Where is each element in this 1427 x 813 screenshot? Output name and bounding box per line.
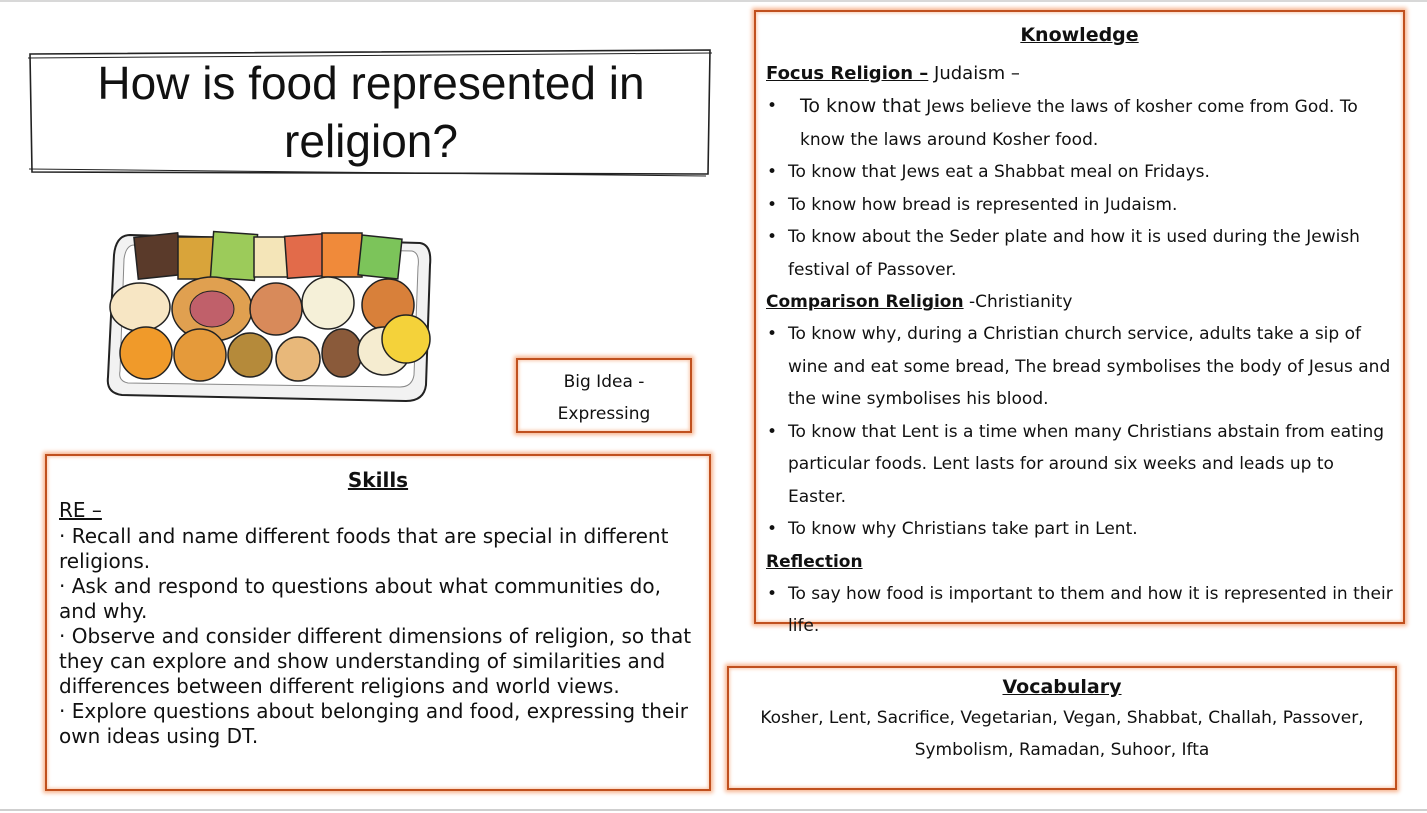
skills-subheading: RE – <box>59 498 102 522</box>
list-item-text: To know that Lent is a time when many Christians abstain from eating particular foods. Lent lasts for around six weeks and leads up to Easter. <box>788 421 1385 507</box>
reflection-list <box>766 578 1393 643</box>
list-item <box>766 318 1393 416</box>
list-item-text: Jews believe the laws of kosher come from God. To know the laws around Kosher food. <box>800 97 1358 150</box>
focus-religion-label: Focus Religion – <box>766 63 929 84</box>
vocabulary-text: Kosher, Lent, Sacrifice, Vegetarian, Vegan, Shabbat, Challah, Passover, Symbolism, Ramadan, Suhoor, Ifta <box>760 708 1364 760</box>
reflection-label: Reflection <box>766 551 863 572</box>
plate-of-sweets-icon <box>100 225 434 405</box>
bullet: • <box>767 96 778 116</box>
list-item-text: To know about the Seder plate and how it is used during the Jewish festival of Passover. <box>788 227 1360 280</box>
page-title: How is food represented in religion? <box>97 57 645 167</box>
skills-heading: Skills <box>347 468 409 492</box>
skill-item: · Ask and respond to questions about what communities do, and why. <box>59 574 661 623</box>
vocabulary-heading: Vocabulary <box>1002 676 1122 698</box>
list-item <box>766 416 1393 514</box>
list-item <box>766 189 1393 222</box>
focus-religion-value: Judaism – <box>928 63 1020 84</box>
list-item-text: To know why, during a Christian church service, adults take a sip of wine and eat some bread, The bread symbolises the body of Jesus and the wine symbolises his blood. <box>788 324 1391 409</box>
bullet: • <box>767 583 778 604</box>
skill-item: · Observe and consider different dimensions of religion, so that they can explore and show understanding of similarities and differences between different religions and world views. <box>59 624 692 698</box>
skill-item: · Recall and name different foods that are special in different religions. <box>59 524 669 573</box>
list-item <box>766 90 1393 156</box>
focus-religion-line <box>766 58 1393 90</box>
list-item-lead: To know that <box>800 95 921 117</box>
list-item <box>766 513 1393 546</box>
list-item-text: To know how bread is represented in Judaism. <box>788 194 1178 215</box>
comparison-religion-value: -Christianity <box>963 292 1073 312</box>
bullet: • <box>767 421 778 442</box>
list-item <box>766 156 1393 189</box>
big-idea-value: Expressing <box>557 404 651 424</box>
comparison-religion-line <box>766 286 1393 318</box>
page-top-rule <box>0 0 1427 2</box>
comparison-religion-list <box>766 318 1393 546</box>
knowledge-heading: Knowledge <box>1020 24 1139 46</box>
skills-box <box>45 454 711 791</box>
list-item-text: To say how food is important to them and how it is represented in their life. <box>788 583 1393 636</box>
bullet: • <box>767 194 778 215</box>
skill-item: · Explore questions about belonging and food, expressing their own ideas using DT. <box>59 699 689 748</box>
bullet: • <box>767 227 778 247</box>
page-bottom-rule <box>0 809 1427 811</box>
bullet: • <box>767 324 778 344</box>
comparison-religion-label: Comparison Religion <box>766 292 964 312</box>
bullet: • <box>767 519 778 539</box>
bullet: • <box>767 162 778 182</box>
list-item-text: To know that Jews eat a Shabbat meal on Fridays. <box>788 162 1210 182</box>
title-banner <box>26 48 714 178</box>
list-item <box>766 578 1393 643</box>
vocabulary-box <box>727 666 1397 790</box>
big-idea-box <box>516 358 692 433</box>
knowledge-box <box>754 10 1405 636</box>
list-item <box>766 221 1393 286</box>
reflection-line <box>766 546 1393 578</box>
big-idea-label: Big Idea - <box>563 372 645 392</box>
focus-religion-list <box>766 90 1393 286</box>
list-item-text: To know why Christians take part in Lent. <box>788 519 1138 539</box>
